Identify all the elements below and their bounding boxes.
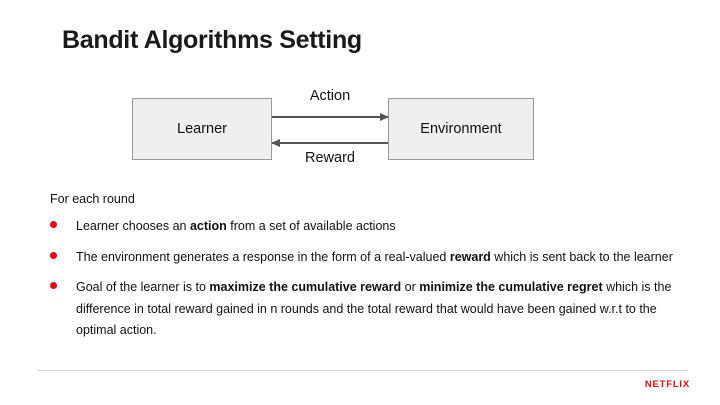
arrow-reward — [272, 142, 388, 144]
bullet-list — [50, 216, 690, 351]
list-item-text: The environment generates a response in the form of a real-valued reward which is sent back to the learner — [76, 249, 673, 264]
bullet-dot-icon — [50, 221, 57, 228]
list-item-text: Learner chooses an action from a set of available actions — [76, 219, 396, 233]
page-title: Bandit Algorithms Setting — [62, 26, 362, 54]
bullet-dot-icon — [50, 252, 57, 259]
diagram-node-learner-label: Learner — [177, 121, 227, 137]
list-item-text: Goal of the learner is to maximize the cumulative reward or minimize the cumulative regret which is the difference in total reward gained in n rounds and the total reward that would have been gained w.r.t to the optimal action. — [76, 280, 672, 337]
footer-divider — [38, 370, 688, 371]
arrow-label-reward: Reward — [305, 150, 355, 166]
arrow-head-left-icon — [271, 139, 280, 147]
arrow-head-right-icon — [380, 113, 389, 121]
arrow-label-action: Action — [309, 88, 351, 104]
body-intro: For each round — [50, 192, 135, 206]
netflix-logo: NETFLIX — [644, 379, 690, 390]
diagram-node-environment-label: Environment — [420, 121, 502, 137]
bullet-dot-icon — [50, 282, 57, 289]
list-item — [50, 216, 690, 238]
list-item — [50, 277, 690, 342]
bandit-loop-diagram — [132, 88, 534, 174]
diagram-node-environment — [388, 98, 534, 160]
list-item — [50, 247, 690, 269]
diagram-node-learner — [132, 98, 272, 160]
arrow-action — [272, 116, 388, 118]
